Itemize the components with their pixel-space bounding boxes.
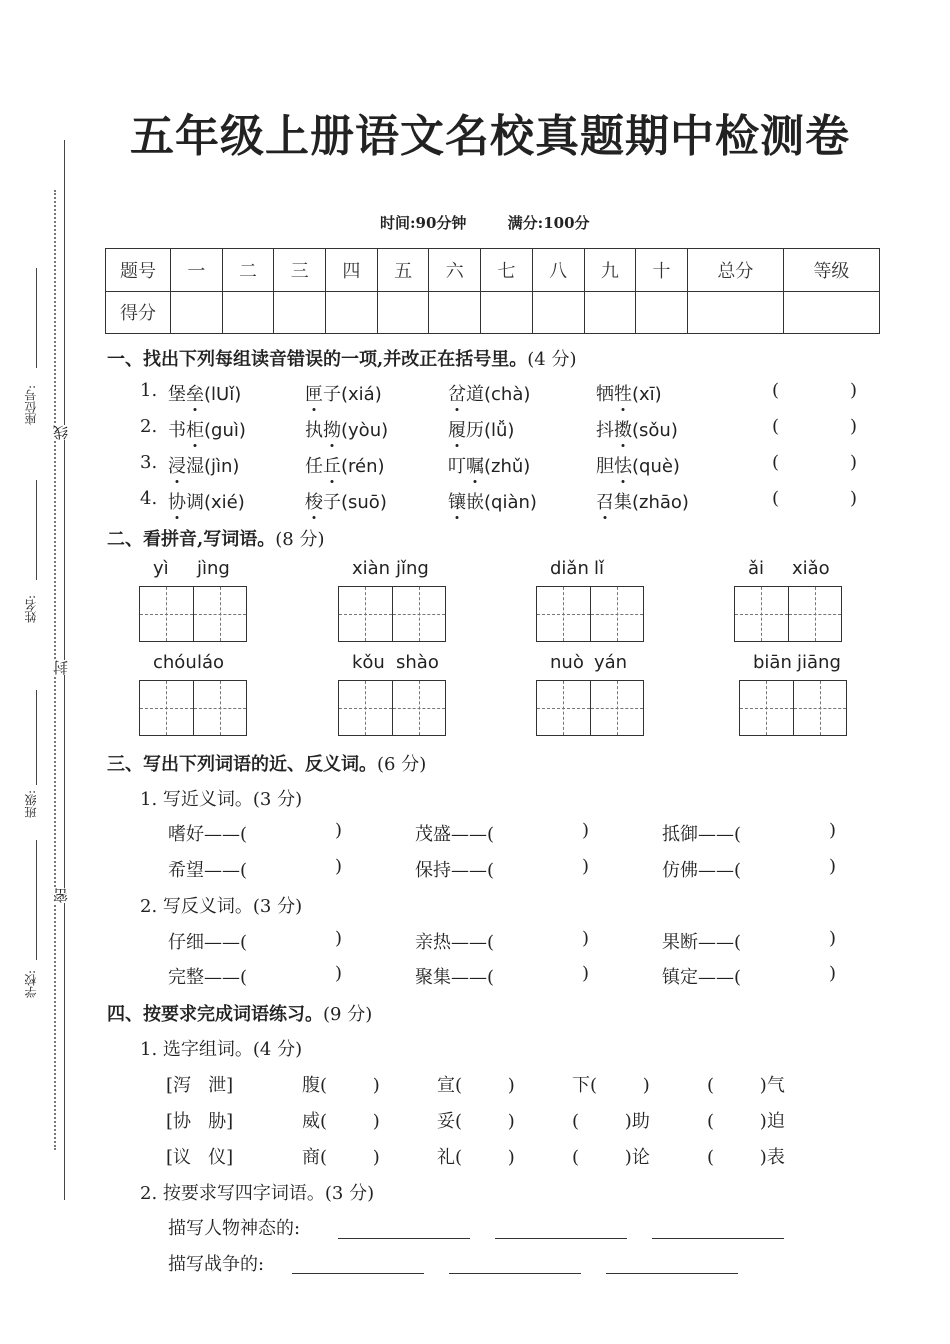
word-char-dotted: 拗	[323, 420, 341, 441]
score-header-cell: 二	[222, 249, 274, 292]
word-char: 子	[323, 384, 341, 405]
score-input-cell[interactable]	[274, 291, 326, 334]
fill-in-cell[interactable]: 礼( )	[437, 1147, 515, 1168]
word-prompt: 果断——(	[662, 932, 742, 953]
fill-in-cell[interactable]: ( )表	[707, 1147, 785, 1168]
page-title: 五年级上册语文名校真题期中检测卷	[130, 111, 850, 162]
pinyin-syllable: biān	[753, 652, 792, 673]
pinyin-syllable: xiàn	[352, 558, 391, 579]
char-pair: [协 胁]	[166, 1111, 234, 1132]
char-pair: [泻 泄]	[166, 1075, 234, 1096]
pinyin-text: (què)	[632, 456, 680, 477]
seat-blank	[36, 268, 37, 368]
class-blank	[36, 690, 37, 785]
exam-time: 时间:90分钟	[380, 214, 467, 232]
word-item	[596, 416, 678, 442]
answer-paren-close[interactable]: )	[335, 928, 343, 949]
word-char-dotted: 柜	[186, 420, 204, 441]
score-input-cell[interactable]	[326, 291, 378, 334]
grid-box[interactable]	[735, 587, 789, 641]
pinyin-text: (lUǐ)	[204, 384, 242, 405]
desc-war-label: 描写战争的:	[168, 1254, 265, 1275]
grid-box[interactable]	[789, 587, 842, 641]
school-blank-top	[36, 840, 37, 960]
pinyin-text: (sǒu)	[632, 420, 678, 441]
writing-grid[interactable]	[338, 586, 446, 642]
grid-box[interactable]	[537, 681, 591, 735]
word-char-dotted: 履	[448, 420, 466, 441]
pinyin-syllable: kǒu	[352, 652, 385, 673]
name-label: 姓名:	[24, 595, 38, 624]
answer-paren-close[interactable]: )	[829, 963, 837, 984]
word-prompt: 仔细——(	[168, 932, 248, 953]
word-item	[448, 380, 530, 406]
score-input-cell[interactable]	[687, 291, 783, 334]
pinyin-text: (rén)	[341, 456, 385, 477]
pinyin-syllable: yán	[594, 652, 628, 673]
seat-label: 座位号:	[24, 385, 38, 426]
pinyin-text: (xiá)	[341, 384, 382, 405]
score-input-cell[interactable]	[636, 291, 688, 334]
score-header-row	[106, 249, 880, 292]
answer-line[interactable]	[449, 1273, 581, 1274]
word-item	[305, 380, 382, 406]
pinyin-text: (xié)	[204, 492, 245, 513]
score-header-cell: 八	[532, 249, 584, 292]
word-char: 湿	[186, 456, 204, 477]
pinyin-syllable: diǎn	[550, 558, 589, 579]
answer-paren-open[interactable]: (	[772, 416, 780, 437]
answer-paren-open[interactable]: (	[772, 380, 780, 401]
score-header-cell: 七	[481, 249, 533, 292]
pinyin-text: (chà)	[484, 384, 531, 405]
word-char-dotted: 嘱	[466, 456, 484, 477]
word-char-dotted: 牲	[614, 384, 632, 405]
score-input-cell[interactable]	[783, 291, 879, 334]
score-header-cell: 六	[429, 249, 481, 292]
word-item	[596, 452, 680, 478]
pinyin-text: (lǚ)	[484, 420, 515, 441]
word-prompt: 镇定——(	[662, 967, 742, 988]
pinyin-syllable: yì	[153, 558, 169, 579]
grid-box[interactable]	[194, 587, 247, 641]
writing-grid[interactable]	[139, 586, 247, 642]
word-prompt: 抵御——(	[662, 824, 742, 845]
section-1-title: 一、找出下列每组读音错误的一项,并改正在括号里。(4 分)	[107, 349, 577, 370]
answer-paren-close[interactable]: )	[335, 963, 343, 984]
fill-in-cell[interactable]: 下( )	[572, 1075, 650, 1096]
word-char: 调	[186, 492, 204, 513]
fill-in-cell[interactable]: ( )气	[707, 1075, 785, 1096]
score-input-cell[interactable]	[584, 291, 636, 334]
section-2-title: 二、看拼音,写词语。(8 分)	[107, 529, 325, 550]
answer-paren-close[interactable]: )	[850, 488, 858, 509]
word-char: 堡	[168, 384, 186, 405]
pinyin-syllable: shào	[396, 652, 439, 673]
answer-paren-close[interactable]: )	[850, 380, 858, 401]
word-prompt: 仿佛——(	[662, 860, 742, 881]
answer-paren-close[interactable]: )	[829, 820, 837, 841]
grid-box[interactable]	[794, 681, 847, 735]
score-header-cell: 总分	[687, 249, 783, 292]
score-input-cell[interactable]	[429, 291, 481, 334]
question-number: 2.	[140, 416, 158, 437]
pinyin-syllable: lǐ	[594, 558, 605, 579]
section-4-sub1: 1. 选字组词。(4 分)	[140, 1039, 303, 1060]
answer-paren-close[interactable]: )	[335, 820, 343, 841]
answer-paren-close[interactable]: )	[829, 928, 837, 949]
school-label: 学校:	[24, 970, 38, 999]
score-input-cell[interactable]	[377, 291, 429, 334]
mark-feng: 封	[52, 660, 70, 675]
pinyin-syllable: chóu	[153, 652, 197, 673]
answer-paren-close[interactable]: )	[850, 452, 858, 473]
pinyin-syllable: jìng	[197, 558, 230, 579]
word-char-dotted: 召	[596, 492, 614, 513]
score-header-cell: 题号	[106, 249, 171, 292]
fill-in-cell[interactable]: ( )助	[572, 1111, 650, 1132]
writing-grid[interactable]	[536, 586, 644, 642]
grid-box[interactable]	[740, 681, 794, 735]
word-item	[305, 488, 387, 514]
answer-paren-close[interactable]: )	[582, 856, 590, 877]
word-item	[168, 488, 245, 514]
writing-grid[interactable]	[739, 680, 847, 736]
section-3-title: 三、写出下列词语的近、反义词。(6 分)	[107, 754, 427, 775]
answer-line[interactable]	[606, 1273, 738, 1274]
question-number: 4.	[140, 488, 158, 509]
word-char-dotted: 匣	[305, 384, 323, 405]
score-input-cell[interactable]	[532, 291, 584, 334]
score-row-label: 得分	[106, 291, 171, 334]
section-4-sub2: 2. 按要求写四字词语。(3 分)	[140, 1183, 375, 1204]
word-char: 书	[168, 420, 186, 441]
score-input-cell[interactable]	[481, 291, 533, 334]
writing-grid[interactable]	[734, 586, 842, 642]
mark-mi: 密	[52, 888, 70, 903]
class-label: 班级:	[24, 790, 38, 819]
pinyin-syllable: jiāng	[797, 652, 841, 673]
pinyin-text: (qiàn)	[484, 492, 537, 513]
answer-paren-close[interactable]: )	[582, 963, 590, 984]
section-4-title: 四、按要求完成词语练习。(9 分)	[107, 1004, 373, 1025]
answer-line[interactable]	[495, 1238, 627, 1239]
answer-paren-open[interactable]: (	[772, 452, 780, 473]
name-blank	[36, 480, 37, 580]
word-char-dotted: 梭	[305, 492, 323, 513]
exam-full-score: 满分:100分	[507, 214, 590, 232]
score-header-cell: 九	[584, 249, 636, 292]
score-input-cell[interactable]	[171, 291, 223, 334]
score-table	[105, 248, 880, 334]
word-item	[448, 452, 530, 478]
word-item	[168, 380, 241, 406]
exam-meta	[380, 212, 626, 233]
word-char-dotted: 丘	[323, 456, 341, 477]
grid-box[interactable]	[393, 587, 446, 641]
grid-box[interactable]	[339, 681, 393, 735]
fill-in-cell[interactable]: 商( )	[302, 1147, 380, 1168]
pinyin-text: (xī)	[632, 384, 662, 405]
grid-box[interactable]	[591, 681, 644, 735]
answer-paren-close[interactable]: )	[582, 928, 590, 949]
section-3-sub2: 2. 写反义词。(3 分)	[140, 896, 303, 917]
mark-xian: 线	[52, 425, 70, 440]
pinyin-syllable: ǎi	[748, 558, 765, 579]
word-prompt: 完整——(	[168, 967, 248, 988]
answer-paren-close[interactable]: )	[850, 416, 858, 437]
word-char-dotted: 镶	[448, 492, 466, 513]
grid-box[interactable]	[591, 587, 644, 641]
score-header-cell: 十	[636, 249, 688, 292]
desc-expression-label: 描写人物神态的:	[168, 1218, 301, 1239]
word-char: 任	[305, 456, 323, 477]
word-item	[448, 488, 537, 514]
word-item	[596, 488, 689, 514]
writing-grid[interactable]	[536, 680, 644, 736]
fill-in-cell[interactable]: 宣( )	[437, 1075, 515, 1096]
grid-box[interactable]	[194, 681, 247, 735]
word-char-dotted: 擞	[614, 420, 632, 441]
answer-line[interactable]	[338, 1238, 470, 1239]
word-char: 道	[466, 384, 484, 405]
grid-box[interactable]	[393, 681, 446, 735]
word-char: 嵌	[466, 492, 484, 513]
answer-paren-close[interactable]: )	[829, 856, 837, 877]
word-prompt: 亲热——(	[415, 932, 495, 953]
word-item	[168, 452, 239, 478]
answer-paren-open[interactable]: (	[772, 488, 780, 509]
word-char-dotted: 浸	[168, 456, 186, 477]
word-char-dotted: 怯	[614, 456, 632, 477]
fill-in-cell[interactable]: 威( )	[302, 1111, 380, 1132]
pinyin-text: (yòu)	[341, 420, 389, 441]
char-pair: [议 仪]	[166, 1147, 234, 1168]
question-number: 1.	[140, 380, 158, 401]
score-input-row	[106, 291, 880, 334]
pinyin-syllable: nuò	[550, 652, 584, 673]
word-char: 胆	[596, 456, 614, 477]
pinyin-syllable: láo	[197, 652, 225, 673]
word-char: 历	[466, 420, 484, 441]
grid-box[interactable]	[140, 587, 194, 641]
word-char: 执	[305, 420, 323, 441]
grid-box[interactable]	[537, 587, 591, 641]
question-number: 3.	[140, 452, 158, 473]
word-item	[305, 452, 385, 478]
answer-paren-close[interactable]: )	[335, 856, 343, 877]
word-prompt: 嗜好——(	[168, 824, 248, 845]
writing-grid[interactable]	[338, 680, 446, 736]
word-char-dotted: 岔	[448, 384, 466, 405]
fill-in-cell[interactable]: 妥( )	[437, 1111, 515, 1132]
pinyin-syllable: jǐng	[396, 558, 429, 579]
word-prompt: 茂盛——(	[415, 824, 495, 845]
score-header-cell: 一	[171, 249, 223, 292]
word-item	[596, 380, 662, 406]
answer-line[interactable]	[652, 1238, 784, 1239]
word-char: 叮	[448, 456, 466, 477]
score-header-cell: 三	[274, 249, 326, 292]
score-header-cell: 四	[326, 249, 378, 292]
word-item	[448, 416, 514, 442]
score-input-cell[interactable]	[222, 291, 274, 334]
fill-in-cell[interactable]: ( )论	[572, 1147, 650, 1168]
score-header-cell: 五	[377, 249, 429, 292]
fill-in-cell[interactable]: 腹( )	[302, 1075, 380, 1096]
word-item	[305, 416, 388, 442]
word-char: 抖	[596, 420, 614, 441]
section-3-sub1: 1. 写近义词。(3 分)	[140, 789, 303, 810]
pinyin-text: (zhāo)	[632, 492, 689, 513]
pinyin-text: (suō)	[341, 492, 387, 513]
pinyin-text: (jìn)	[204, 456, 240, 477]
word-char-dotted: 协	[168, 492, 186, 513]
word-item	[168, 416, 246, 442]
pinyin-text: (zhǔ)	[484, 456, 531, 477]
word-char: 集	[614, 492, 632, 513]
grid-box[interactable]	[140, 681, 194, 735]
word-prompt: 希望——(	[168, 860, 248, 881]
word-char: 子	[323, 492, 341, 513]
writing-grid[interactable]	[139, 680, 247, 736]
answer-line[interactable]	[292, 1273, 424, 1274]
word-char-dotted: 垒	[186, 384, 204, 405]
answer-paren-close[interactable]: )	[582, 820, 590, 841]
pinyin-text: (guì)	[204, 420, 246, 441]
fill-in-cell[interactable]: ( )迫	[707, 1111, 785, 1132]
word-prompt: 聚集——(	[415, 967, 495, 988]
grid-box[interactable]	[339, 587, 393, 641]
score-header-cell: 等级	[783, 249, 879, 292]
pinyin-syllable: xiǎo	[792, 558, 830, 579]
word-prompt: 保持——(	[415, 860, 495, 881]
word-char: 牺	[596, 384, 614, 405]
